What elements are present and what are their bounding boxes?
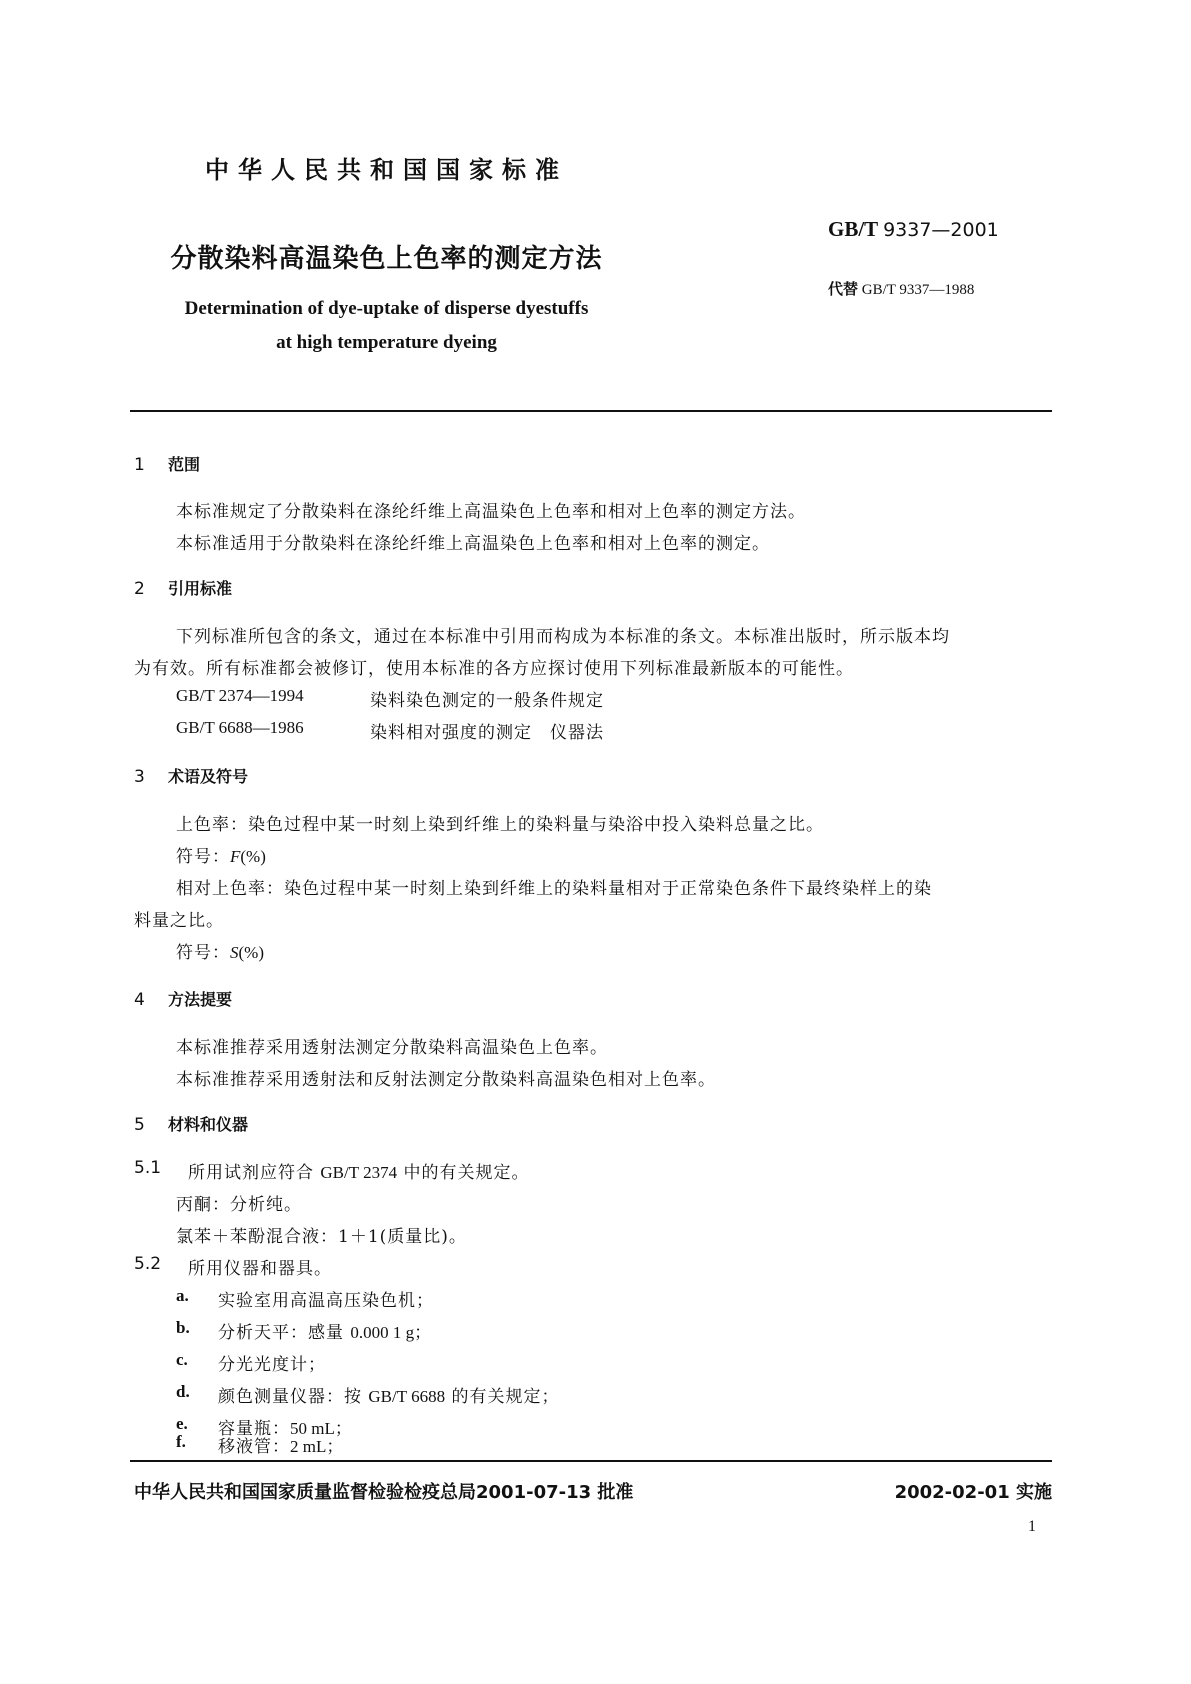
text: 中的有关规定。 (403, 1163, 530, 1183)
national-standard-heading: 中华人民共和国国家标准 (205, 156, 568, 184)
paragraph: 下列标准所包含的条文，通过在本标准中引用而构成为本标准的条文。本标准出版时，所示版本均 (176, 627, 950, 647)
section-number: 1 (134, 455, 145, 475)
item-value: GB/T 6688 (368, 1387, 446, 1406)
standard-number-value: 9337—2001 (883, 219, 999, 241)
item-text: 分光光度计； (218, 1355, 326, 1375)
standard-number (828, 217, 999, 242)
paragraph: 为有效。所有标准都会被修订，使用本标准的各方应探讨使用下列标准最新版本的可能性。 (134, 659, 854, 679)
clause-number: 5.2 (134, 1254, 162, 1274)
list-item (218, 1382, 559, 1407)
section-2-heading (134, 576, 232, 599)
paragraph: 氯苯＋苯酚混合液：1＋1(质量比)。 (176, 1227, 467, 1247)
replaces-note (828, 278, 974, 299)
approve-label: 批准 (597, 1482, 634, 1503)
paragraph: 本标准推荐采用透射法和反射法测定分散染料高温染色相对上色率。 (176, 1070, 716, 1090)
replaces-value: GB/T 9337—1988 (861, 282, 975, 298)
implement-date: 2002-02-01 (894, 1482, 1010, 1503)
reference-code: GB/T 2374—1994 (176, 686, 304, 705)
footer-issuer-line (134, 1478, 633, 1504)
clause-text: 所用仪器和器具。 (188, 1259, 332, 1279)
section-title: 方法提要 (168, 990, 233, 1009)
list-item (218, 1350, 326, 1375)
reference-code: GB/T 2374 (320, 1163, 398, 1182)
section-3-heading (134, 764, 248, 787)
title-english-line2: at high temperature dyeing (276, 332, 497, 353)
section-number: 3 (134, 767, 145, 787)
approve-date: 2001-07-13 (476, 1482, 592, 1503)
list-letter: b. (176, 1318, 190, 1337)
list-item (218, 1432, 344, 1457)
clause-number: 5.1 (134, 1158, 162, 1178)
implement-label: 实施 (1016, 1482, 1052, 1503)
list-letter: f. (176, 1432, 186, 1451)
item-value: 0.000 1 g (350, 1323, 415, 1342)
section-title: 材料和仪器 (168, 1115, 249, 1134)
section-4-heading (134, 987, 232, 1010)
item-value: 50 mL (290, 1419, 335, 1438)
item-text: 分析天平：感量 (218, 1323, 344, 1343)
symbol: F (230, 847, 241, 866)
list-item (218, 1318, 432, 1343)
list-letter: d. (176, 1382, 190, 1401)
list-letter: c. (176, 1350, 188, 1369)
section-number: 2 (134, 579, 145, 599)
issuer: 中华人民共和国国家质量监督检验检疫总局 (134, 1482, 476, 1503)
list-letter: e. (176, 1414, 188, 1433)
item-text: 实验室用高温高压染色机； (218, 1291, 434, 1311)
item-text: ； (414, 1323, 433, 1343)
definition: 相对上色率：染色过程中某一时刻上染到纤维上的染料量相对于正常染色条件下最终染样上的染 (176, 879, 932, 899)
symbol-unit: (%) (240, 847, 266, 866)
item-text: ； (334, 1419, 353, 1439)
section-title: 范围 (168, 455, 201, 474)
standard-prefix: GB/T (828, 217, 878, 241)
footer-divider (130, 1460, 1052, 1462)
reference-code: GB/T 6688—1986 (176, 718, 304, 737)
paragraph: 本标准推荐采用透射法测定分散染料高温染色上色率。 (176, 1038, 608, 1058)
symbol-unit: (%) (238, 943, 264, 962)
symbol-line (176, 842, 266, 867)
paragraph: 本标准规定了分散染料在涤纶纤维上高温染色上色率和相对上色率的测定方法。 (176, 502, 806, 522)
list-letter: a. (176, 1286, 189, 1305)
section-1-heading (134, 452, 200, 475)
symbol: S (230, 943, 239, 962)
header-divider (130, 410, 1052, 412)
section-title: 引用标准 (168, 579, 233, 598)
title-english-line1: Determination of dye-uptake of disperse dyestuffs (184, 298, 589, 319)
section-5-heading (134, 1112, 248, 1135)
symbol-label: 符号： (176, 847, 230, 867)
symbol-label: 符号： (176, 943, 230, 963)
item-text: 颜色测量仪器：按 (218, 1387, 362, 1407)
item-text: 的有关规定； (451, 1387, 560, 1407)
list-item (218, 1286, 434, 1311)
title-chinese: 分散染料高温染色上色率的测定方法 (170, 244, 603, 274)
definition: 料量之比。 (134, 911, 224, 931)
page-number: 1 (1028, 1518, 1036, 1535)
paragraph: 丙酮：分析纯。 (176, 1195, 302, 1215)
item-text: ； (326, 1437, 345, 1457)
footer-implement-line (860, 1478, 1052, 1504)
item-text: 容量瓶： (218, 1419, 290, 1439)
reference-title: 染料相对强度的测定 仪器法 (370, 723, 604, 743)
item-value: 2 mL (290, 1437, 327, 1456)
paragraph: 本标准适用于分散染料在涤纶纤维上高温染色上色率和相对上色率的测定。 (176, 534, 770, 554)
reference-title: 染料染色测定的一般条件规定 (370, 691, 604, 711)
symbol-line (176, 938, 264, 963)
text: 所用试剂应符合 (188, 1163, 314, 1183)
section-number: 4 (134, 990, 145, 1010)
section-title: 术语及符号 (168, 767, 249, 786)
clause-text (188, 1158, 529, 1183)
section-number: 5 (134, 1115, 145, 1135)
replaces-label: 代替 (828, 280, 859, 298)
item-text: 移液管： (218, 1437, 290, 1457)
definition: 上色率：染色过程中某一时刻上染到纤维上的染料量与染浴中投入染料总量之比。 (176, 815, 824, 835)
